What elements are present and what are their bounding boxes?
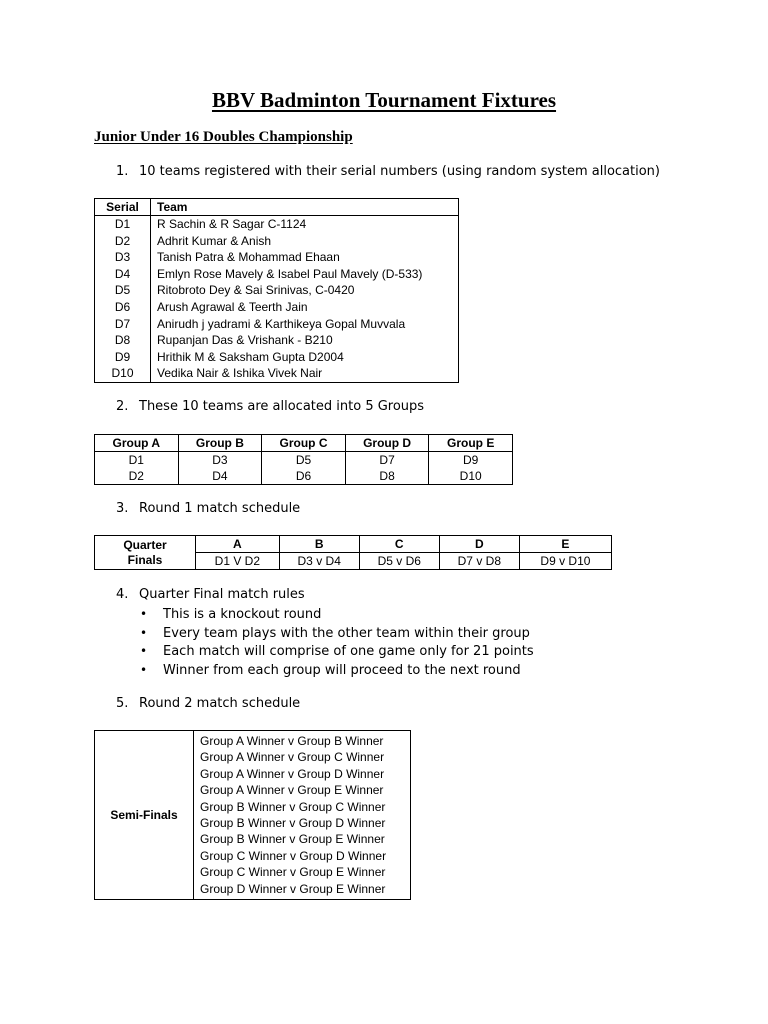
section-text: Round 2 match schedule <box>139 696 301 711</box>
section-heading-round2 <box>116 695 300 713</box>
column-header-group-c: Group C <box>262 435 346 452</box>
column-header-e: E <box>519 536 611 553</box>
list-item <box>140 624 534 643</box>
table-row <box>95 731 411 900</box>
team-name: R Sachin & R Sagar C-1124 <box>151 216 459 233</box>
team-name: Arush Agrawal & Teerth Jain <box>151 299 459 316</box>
section-heading-groups <box>116 398 424 416</box>
round1-table <box>94 535 612 570</box>
section-number: 1. <box>116 164 129 179</box>
match-line: Group C Winner v Group D Winner <box>200 848 387 863</box>
column-header-d: D <box>439 536 519 553</box>
section-number: 2. <box>116 399 129 414</box>
section-text: These 10 teams are allocated into 5 Groups <box>139 399 425 414</box>
match-cell: D3 v D4 <box>279 553 359 570</box>
rule-text: Every team plays with the other team within their group <box>163 625 530 641</box>
section-heading-round1 <box>116 500 300 518</box>
match-cell: D5 v D6 <box>359 553 439 570</box>
table-row <box>95 332 459 349</box>
match-cell: D7 v D8 <box>439 553 519 570</box>
match-line: Group B Winner v Group C Winner <box>200 799 386 814</box>
list-item <box>140 642 534 661</box>
match-line: Group A Winner v Group E Winner <box>200 783 384 798</box>
bullet-icon: • <box>140 607 148 621</box>
team-name: Hrithik M & Saksham Gupta D2004 <box>151 349 459 366</box>
team-serial: D9 <box>95 349 151 366</box>
match-line: Group A Winner v Group D Winner <box>200 766 385 781</box>
semi-final-matches <box>194 731 411 900</box>
team-serial: D6 <box>95 299 151 316</box>
column-header-c: C <box>359 536 439 553</box>
page-title: BBV Badminton Tournament Fixtures <box>211 88 557 112</box>
table-row <box>95 249 459 266</box>
team-serial: D4 <box>95 266 151 283</box>
section-text: Quarter Final match rules <box>139 587 305 602</box>
table-row <box>95 349 459 366</box>
bullet-icon: • <box>140 663 148 678</box>
column-header-group-a: Group A <box>95 435 179 452</box>
group-team: D6 <box>295 469 312 483</box>
table-row <box>95 216 459 233</box>
team-serial: D10 <box>95 365 151 382</box>
match-line: Group D Winner v Group E Winner <box>200 881 386 896</box>
group-cell <box>262 452 346 485</box>
bullet-icon: • <box>140 644 148 659</box>
table-row <box>95 365 459 382</box>
section-heading-teams <box>116 163 660 181</box>
group-team: D4 <box>212 469 228 483</box>
column-header-group-e: Group E <box>429 435 513 452</box>
list-item <box>140 661 534 680</box>
team-name: Tanish Patra & Mohammad Ehaan <box>151 249 459 266</box>
column-header-serial: Serial <box>95 199 151 216</box>
team-name: Ritobroto Dey & Sai Srinivas, C-0420 <box>151 282 459 299</box>
table-row <box>95 282 459 299</box>
table-row <box>95 452 513 485</box>
group-team: D8 <box>379 469 395 483</box>
section-number: 5. <box>116 696 129 711</box>
section-number: 3. <box>116 501 129 516</box>
table-row <box>95 316 459 333</box>
column-header-team: Team <box>151 199 459 216</box>
team-serial: D7 <box>95 316 151 333</box>
team-serial: D5 <box>95 282 151 299</box>
championship-subtitle: Junior Under 16 Doubles Championship <box>94 129 353 145</box>
section-text: 10 teams registered with their serial numbers (using random system allocation) <box>139 164 660 179</box>
group-cell <box>345 452 429 485</box>
match-cell: D9 v D10 <box>519 553 611 570</box>
bullet-icon: • <box>140 625 148 640</box>
rule-text: Each match will comprise of one game only for 21 points <box>163 644 534 660</box>
match-line: Group A Winner v Group C Winner <box>200 750 385 765</box>
team-name: Rupanjan Das & Vrishank - B210 <box>151 332 459 349</box>
list-item <box>140 605 534 624</box>
semi-finals-label: Semi-Finals <box>95 731 194 900</box>
match-line: Group B Winner v Group D Winner <box>200 815 386 830</box>
section-heading-qf-rules <box>116 586 305 604</box>
match-line: Group B Winner v Group E Winner <box>200 832 385 847</box>
group-team: D5 <box>295 453 312 467</box>
quarter-finals-label <box>95 536 196 570</box>
team-name: Adhrit Kumar & Anish <box>151 233 459 250</box>
column-header-a: A <box>196 536 280 553</box>
group-team: D1 <box>128 453 144 467</box>
table-header-row <box>95 435 513 452</box>
quarter-label-line2: Finals <box>127 552 163 567</box>
group-team: D2 <box>128 469 144 483</box>
group-cell <box>178 452 262 485</box>
rule-text: This is a knockout round <box>163 607 322 622</box>
group-team: D10 <box>459 469 482 483</box>
column-header-group-b: Group B <box>178 435 262 452</box>
match-line: Group A Winner v Group B Winner <box>200 734 384 748</box>
table-row <box>95 299 459 316</box>
rule-text: Winner from each group will proceed to the next round <box>163 663 521 679</box>
match-line: Group C Winner v Group E Winner <box>200 865 386 880</box>
team-name: Emlyn Rose Mavely & Isabel Paul Mavely (D-533) <box>151 266 459 283</box>
group-team: D9 <box>463 453 479 467</box>
team-serial: D1 <box>95 216 151 233</box>
section-text: Round 1 match schedule <box>139 501 301 516</box>
group-team: D7 <box>379 453 395 467</box>
groups-table <box>94 434 513 485</box>
team-serial: D2 <box>95 233 151 250</box>
teams-table <box>94 198 459 383</box>
team-name: Anirudh j yadrami & Karthikeya Gopal Muvvala <box>151 316 459 333</box>
table-row <box>95 233 459 250</box>
section-number: 4. <box>116 587 129 602</box>
group-cell <box>429 452 513 485</box>
column-header-b: B <box>279 536 359 553</box>
quarter-label-line1: Quarter <box>123 537 167 552</box>
qf-rules-list <box>140 605 534 680</box>
team-name: Vedika Nair & Ishika Vivek Nair <box>151 365 459 382</box>
table-header-row <box>95 536 612 553</box>
group-cell <box>95 452 179 485</box>
group-team: D3 <box>212 453 228 467</box>
column-header-group-d: Group D <box>345 435 429 452</box>
table-header-row <box>95 199 459 216</box>
round2-table <box>94 730 411 900</box>
team-serial: D8 <box>95 332 151 349</box>
table-row <box>95 266 459 283</box>
team-serial: D3 <box>95 249 151 266</box>
match-cell: D1 V D2 <box>196 553 280 570</box>
